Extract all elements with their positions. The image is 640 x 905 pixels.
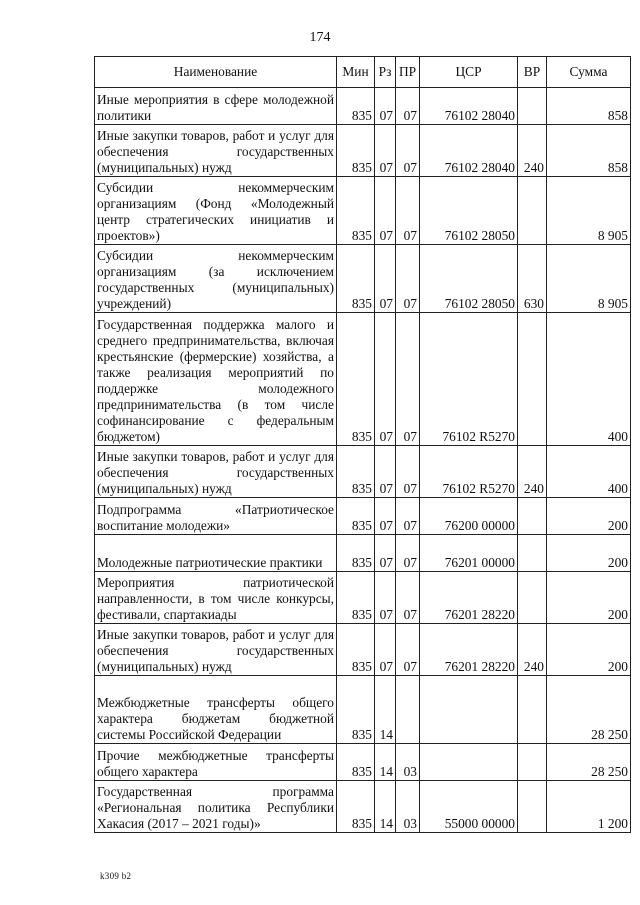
cell-min: 835 — [337, 88, 375, 125]
cell-csr: 76102 28050 — [420, 177, 518, 245]
cell-sum: 200 — [547, 498, 631, 535]
cell-min: 835 — [337, 313, 375, 446]
cell-sum: 28 250 — [547, 676, 631, 744]
cell-name: Молодежные патриотические практики — [95, 535, 337, 572]
table-row — [95, 676, 631, 744]
cell-min: 835 — [337, 676, 375, 744]
cell-name: Субсидии некоммерческим организациям (за исключением государственных (муниципальных) учреждений) — [95, 245, 337, 313]
cell-vr: 240 — [518, 446, 547, 498]
cell-min: 835 — [337, 535, 375, 572]
cell-min: 835 — [337, 572, 375, 624]
table-row — [95, 125, 631, 177]
cell-sum: 858 — [547, 88, 631, 125]
cell-pr: 07 — [396, 125, 420, 177]
cell-min: 835 — [337, 498, 375, 535]
header-sum: Сумма — [547, 57, 631, 88]
cell-pr: 07 — [396, 245, 420, 313]
cell-csr: 76201 28220 — [420, 624, 518, 676]
cell-rz: 07 — [375, 446, 396, 498]
cell-name: Иные закупки товаров, работ и услуг для обеспечения государственных (муниципальных) нужд — [95, 446, 337, 498]
header-rz: Рз — [375, 57, 396, 88]
cell-sum: 8 905 — [547, 245, 631, 313]
cell-sum: 400 — [547, 313, 631, 446]
cell-pr: 03 — [396, 744, 420, 781]
cell-rz: 07 — [375, 572, 396, 624]
cell-name: Государственная поддержка малого и среднего предпринимательства, включая крестьянские (фермерские) хозяйства, а также реализация мероприятий по поддержке молодежного предпринимательства (в том числе софинансирование с федеральным бюджетом) — [95, 313, 337, 446]
cell-sum: 200 — [547, 535, 631, 572]
table-row — [95, 781, 631, 833]
cell-min: 835 — [337, 177, 375, 245]
header-pr: ПР — [396, 57, 420, 88]
cell-name: Субсидии некоммерческим организациям (Фонд «Молодежный центр стратегических инициатив и проектов») — [95, 177, 337, 245]
cell-rz: 07 — [375, 177, 396, 245]
cell-csr: 76102 R5270 — [420, 446, 518, 498]
cell-csr — [420, 676, 518, 744]
cell-min: 835 — [337, 781, 375, 833]
table-row — [95, 572, 631, 624]
cell-vr — [518, 535, 547, 572]
cell-sum: 400 — [547, 446, 631, 498]
table-row — [95, 498, 631, 535]
table-row — [95, 624, 631, 676]
cell-sum: 1 200 — [547, 781, 631, 833]
cell-rz: 07 — [375, 498, 396, 535]
cell-vr: 240 — [518, 624, 547, 676]
cell-rz: 07 — [375, 88, 396, 125]
cell-pr: 07 — [396, 572, 420, 624]
header-name: Наименование — [95, 57, 337, 88]
cell-name: Межбюджетные трансферты общего характера бюджетам бюджетной системы Российской Федерации — [95, 676, 337, 744]
cell-csr: 76102 28040 — [420, 88, 518, 125]
cell-pr: 03 — [396, 781, 420, 833]
cell-pr: 07 — [396, 177, 420, 245]
cell-rz: 14 — [375, 744, 396, 781]
cell-min: 835 — [337, 446, 375, 498]
table-row — [95, 535, 631, 572]
cell-pr: 07 — [396, 446, 420, 498]
cell-vr — [518, 498, 547, 535]
table-row — [95, 744, 631, 781]
cell-sum: 28 250 — [547, 744, 631, 781]
cell-name: Иные закупки товаров, работ и услуг для обеспечения государственных (муниципальных) нужд — [95, 624, 337, 676]
cell-sum: 200 — [547, 624, 631, 676]
page-number: 174 — [309, 30, 331, 45]
footer-code: k309 b2 — [100, 871, 132, 881]
cell-csr — [420, 744, 518, 781]
cell-vr — [518, 177, 547, 245]
cell-rz: 07 — [375, 624, 396, 676]
cell-name: Государственная программа «Региональная политика Республики Хакасия (2017 – 2021 годы)» — [95, 781, 337, 833]
cell-min: 835 — [337, 245, 375, 313]
cell-csr: 76102 28050 — [420, 245, 518, 313]
cell-name: Мероприятия патриотической направленности, в том числе конкурсы, фестивали, спартакиады — [95, 572, 337, 624]
table-row — [95, 177, 631, 245]
cell-min: 835 — [337, 125, 375, 177]
cell-vr — [518, 676, 547, 744]
cell-vr: 630 — [518, 245, 547, 313]
cell-vr — [518, 88, 547, 125]
header-csr: ЦСР — [420, 57, 518, 88]
cell-csr: 76201 28220 — [420, 572, 518, 624]
cell-name: Иные мероприятия в сфере молодежной политики — [95, 88, 337, 125]
table-row — [95, 313, 631, 446]
cell-rz: 14 — [375, 676, 396, 744]
cell-vr — [518, 572, 547, 624]
cell-sum: 8 905 — [547, 177, 631, 245]
table-row — [95, 446, 631, 498]
cell-csr: 55000 00000 — [420, 781, 518, 833]
header-vr: ВР — [518, 57, 547, 88]
cell-vr — [518, 781, 547, 833]
cell-pr: 07 — [396, 313, 420, 446]
cell-pr — [396, 676, 420, 744]
cell-csr: 76201 00000 — [420, 535, 518, 572]
cell-sum: 858 — [547, 125, 631, 177]
cell-pr: 07 — [396, 498, 420, 535]
budget-table — [94, 56, 631, 833]
cell-csr: 76102 28040 — [420, 125, 518, 177]
cell-pr: 07 — [396, 88, 420, 125]
cell-rz: 07 — [375, 245, 396, 313]
cell-sum: 200 — [547, 572, 631, 624]
cell-vr — [518, 313, 547, 446]
cell-vr: 240 — [518, 125, 547, 177]
cell-name: Подпрограмма «Патриотическое воспитание молодежи» — [95, 498, 337, 535]
cell-min: 835 — [337, 624, 375, 676]
cell-name: Иные закупки товаров, работ и услуг для обеспечения государственных (муниципальных) нужд — [95, 125, 337, 177]
cell-csr: 76102 R5270 — [420, 313, 518, 446]
cell-rz: 07 — [375, 313, 396, 446]
cell-rz: 07 — [375, 535, 396, 572]
cell-min: 835 — [337, 744, 375, 781]
table-row — [95, 88, 631, 125]
cell-pr: 07 — [396, 535, 420, 572]
header-min: Мин — [337, 57, 375, 88]
cell-rz: 14 — [375, 781, 396, 833]
cell-rz: 07 — [375, 125, 396, 177]
table-row — [95, 245, 631, 313]
cell-vr — [518, 744, 547, 781]
table-header-row — [95, 57, 631, 88]
cell-name: Прочие межбюджетные трансферты общего характера — [95, 744, 337, 781]
cell-csr: 76200 00000 — [420, 498, 518, 535]
cell-pr: 07 — [396, 624, 420, 676]
